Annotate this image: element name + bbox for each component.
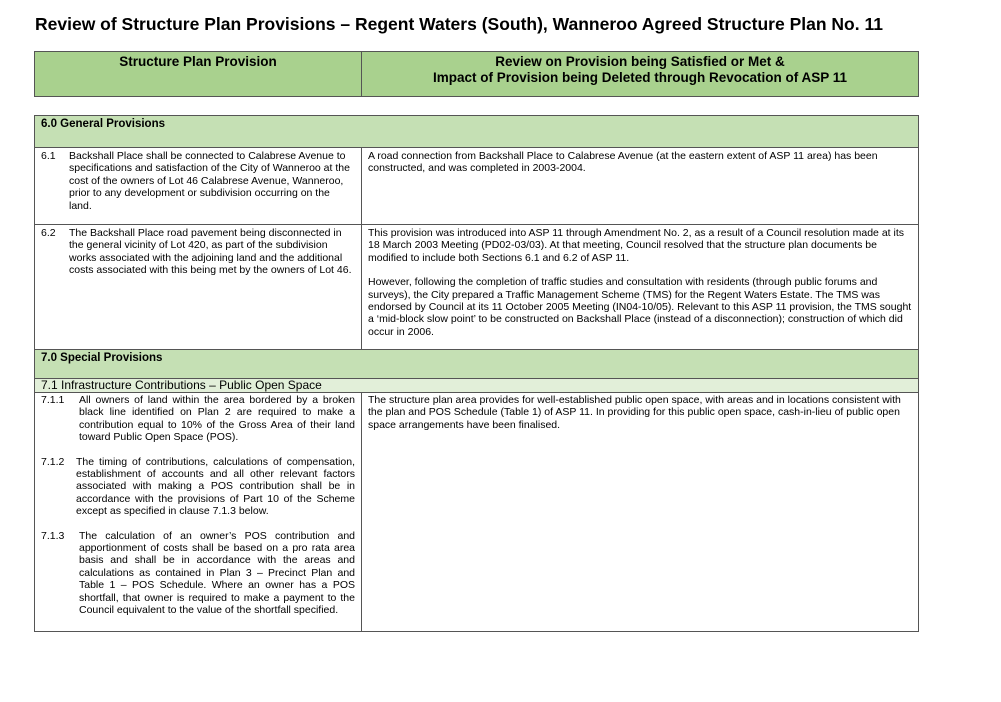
provision-text: The Backshall Place road pavement being disconnected in the general vicinity of Lot 420, as part of the subdivision works associated with the adjoining land and the additional costs associated with this being met by the owners of Lot 46. (69, 227, 352, 277)
provision-text: Backshall Place shall be connected to Calabrese Avenue to specifications and satisfaction of the City of Wanneroo at the cost of the owners of Lot 46 Calabrese Avenue, Wanneroo, prior to any development or subdivision occurring on the land. (69, 150, 350, 212)
header-review-line2: Impact of Provision being Deleted through Revocation of ASP 11 (432, 70, 848, 85)
clause-text: The timing of contributions, calculations of compensation, establishment of accounts and all other relevant factors associated with making a POS contribution shall be in accordance with the provisions of Part 10 of the Scheme except as specified in clause 7.1.3 below. (76, 455, 355, 518)
page-title: Review of Structure Plan Provisions – Regent Waters (South), Wanneroo Agreed Structure Plan No. 11 (35, 14, 883, 34)
provisions-table (34, 115, 919, 632)
table-row (35, 225, 919, 350)
review-cell (362, 148, 919, 225)
section-special-row (35, 350, 919, 379)
table-header (34, 51, 919, 97)
clause-number: 7.1.3 (41, 529, 65, 542)
section-general-row (35, 116, 919, 148)
clause-text: The calculation of an owner’s POS contribution and apportionment of costs shall be based on a pro rata area basis and shall be in accordance with the areas and calculations as contained in Plan 3 – Precinct Plan and Table 1 – POS Schedule. Where an owner has a POS shortfall, that owner is required to make a payment to the Council equivalent to the value of the shortfall specified. (79, 529, 355, 617)
clause-item (41, 530, 355, 617)
clause-item (41, 456, 355, 518)
clause-number: 7.1.1 (41, 394, 65, 406)
header-provision: Structure Plan Provision (35, 52, 362, 96)
clause-item (41, 394, 355, 444)
review-cell (362, 225, 919, 350)
subsection-infra: 7.1 Infrastructure Contributions – Public Open Space (35, 379, 919, 393)
provision-number: 6.2 (41, 227, 56, 239)
section-special: 7.0 Special Provisions (35, 350, 919, 379)
review-text: The structure plan area provides for well-established public open space, with areas and in locations consistent with the plan and POS Schedule (Table 1) of ASP 11. In providing for this public open space, cash-in-lieu of public open space arrangements have been finalised. (368, 394, 901, 431)
table-row (35, 148, 919, 225)
header-review (362, 52, 918, 96)
review-text: A road connection from Backshall Place to Calabrese Avenue (at the eastern extent of ASP 11 area) has been constructed, and was completed in 2003-2004. (368, 150, 878, 175)
review-text: However, following the completion of traffic studies and consultation with residents (through public forums and surveys), the City prepared a Traffic Management Scheme (TMS) for the Regent Waters Estate. The TMS was endorsed by Council at its 11 October 2005 Meeting (IN04-10/05). Relevant to this ASP 11 provision, the TMS sought a ‘mid-block slow point’ to be constructed on Backshall Place (instead of a disconnection); construction of which did occur in 2006. (368, 276, 912, 338)
provision-cell (35, 225, 362, 350)
clause-number: 7.1.2 (41, 455, 65, 468)
review-text: This provision was introduced into ASP 11 through Amendment No. 2, as a result of a Council resolution made at its 18 March 2003 Meeting (PD02-03/03). At that meeting, Council resolved that the structure plan documents be modified to include both Sections 6.1 and 6.2 of ASP 11. (368, 227, 904, 264)
provision-number: 6.1 (41, 150, 56, 162)
header-review-line1: Review on Provision being Satisfied or Met & (495, 54, 785, 69)
review-cell (362, 393, 919, 632)
section-general: 6.0 General Provisions (35, 116, 919, 148)
provision-cell (35, 393, 362, 632)
provision-cell (35, 148, 362, 225)
clause-text: All owners of land within the area bordered by a broken black line identified on Plan 2 are required to make a contribution equal to 10% of the Gross Area of their land toward Public Open Space (POS). (79, 394, 355, 444)
subsection-infra-row (35, 379, 919, 393)
table-row (35, 393, 919, 632)
